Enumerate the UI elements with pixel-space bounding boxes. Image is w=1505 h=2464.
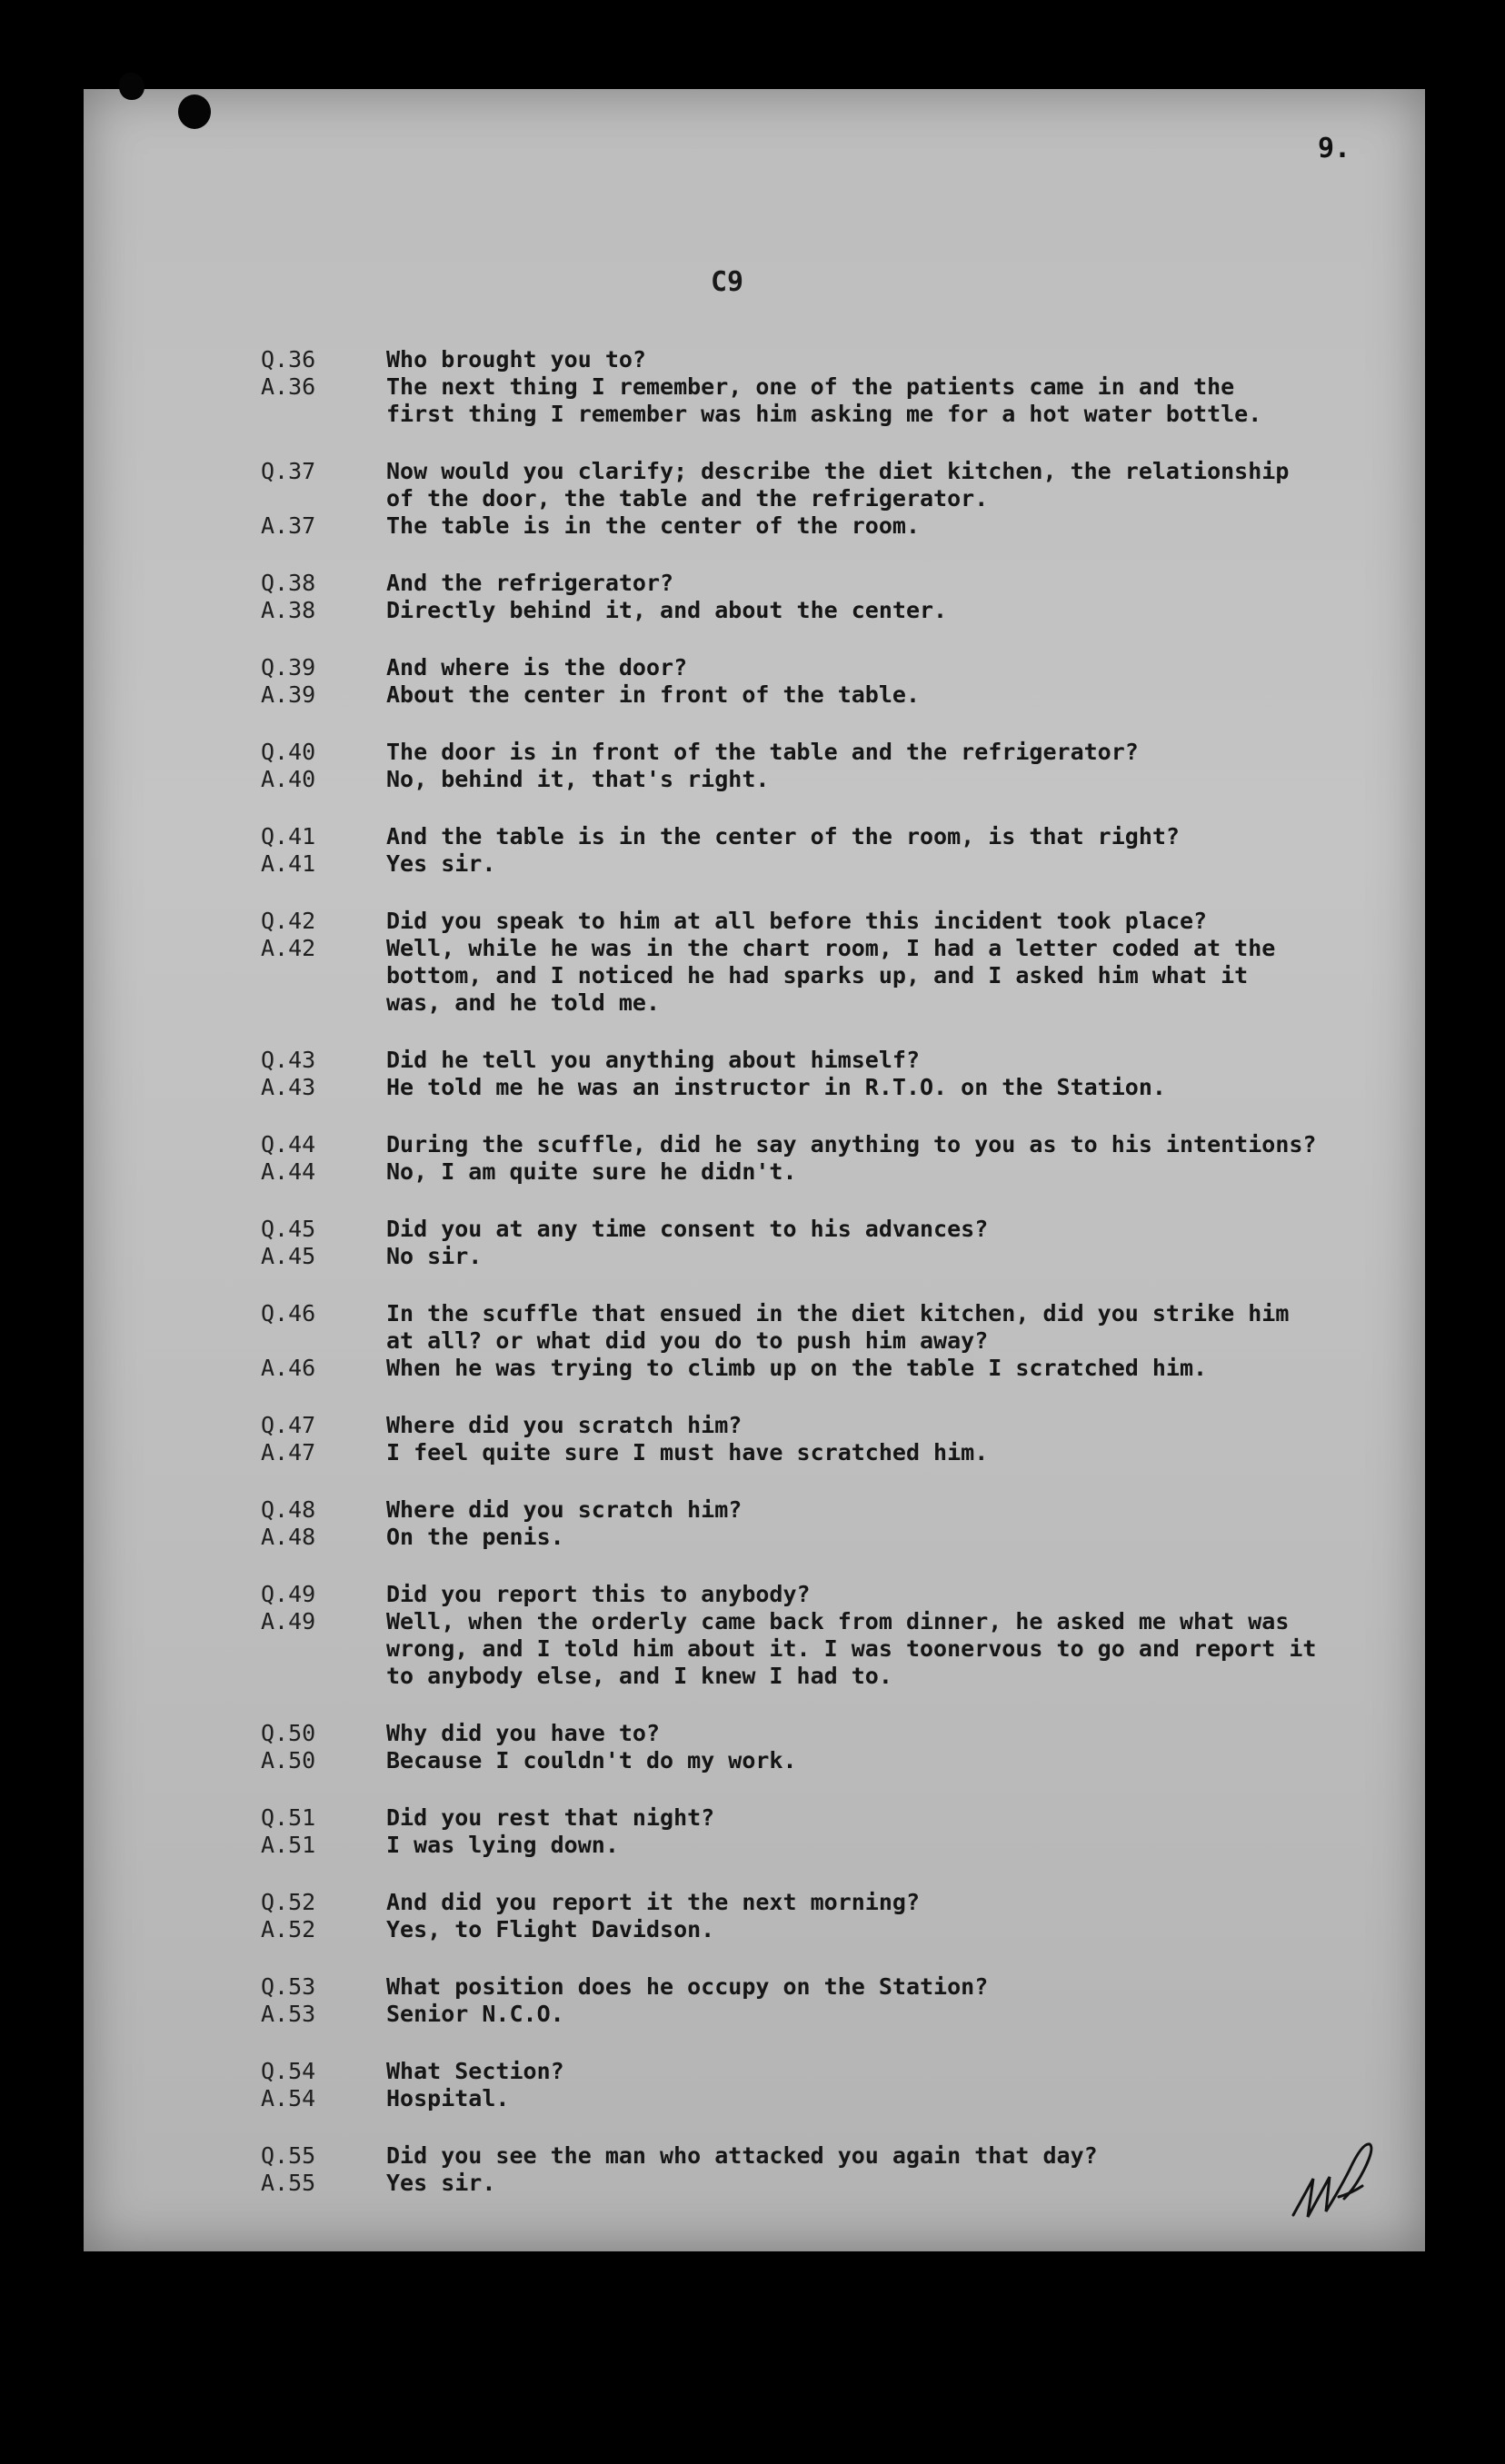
answer-number: A.41 [261, 850, 316, 877]
question-line [261, 2058, 1406, 2085]
qa-block [261, 1412, 1406, 1466]
question-text: What position does he occupy on the Station? [386, 1973, 989, 2000]
question-text: of the door, the table and the refrigerator. [386, 485, 989, 512]
qa-block [261, 1973, 1406, 2028]
answer-line [261, 1524, 1406, 1551]
answer-text: No, behind it, that's right. [386, 766, 770, 792]
question-number: Q.52 [261, 1889, 316, 1915]
question-line [261, 1889, 1406, 1916]
answer-number: A.45 [261, 1243, 316, 1269]
question-number: Q.53 [261, 1973, 316, 2000]
question-text: Did he tell you anything about himself? [386, 1047, 920, 1073]
answer-number: A.48 [261, 1524, 316, 1550]
answer-number: A.40 [261, 766, 316, 792]
question-number: Q.45 [261, 1216, 316, 1242]
qa-block [261, 739, 1406, 793]
answer-text: Yes sir. [386, 2170, 496, 2196]
answer-number: A.55 [261, 2170, 316, 2196]
qa-block [261, 346, 1406, 428]
question-number: Q.54 [261, 2058, 316, 2084]
question-line [261, 1216, 1406, 1243]
question-line [261, 485, 1406, 512]
qa-block [261, 570, 1406, 624]
answer-line [261, 935, 1406, 962]
question-line [261, 1300, 1406, 1327]
answer-text: Because I couldn't do my work. [386, 1747, 797, 1773]
answer-number: A.47 [261, 1439, 316, 1465]
question-text: And the table is in the center of the room, is that right? [386, 823, 1180, 849]
answer-text: first thing I remember was him asking me for a hot water bottle. [386, 401, 1262, 427]
answer-text: Senior N.C.O. [386, 2001, 564, 2027]
question-number: Q.44 [261, 1131, 316, 1157]
question-line [261, 1047, 1406, 1074]
question-number: Q.51 [261, 1804, 316, 1831]
answer-text: Well, while he was in the chart room, I had a letter coded at the [386, 935, 1276, 961]
question-line [261, 1973, 1406, 2001]
qa-block [261, 2142, 1406, 2197]
answer-text: Yes sir. [386, 850, 496, 877]
question-line [261, 2142, 1406, 2170]
answer-line [261, 681, 1406, 709]
answer-number: A.50 [261, 1747, 316, 1773]
answer-line [261, 373, 1406, 401]
answer-line [261, 1663, 1406, 1690]
qa-block [261, 654, 1406, 709]
page-number: 9. [1318, 133, 1351, 164]
qa-block [261, 1581, 1406, 1690]
answer-number: A.52 [261, 1916, 316, 1942]
question-line [261, 1131, 1406, 1158]
answer-text: On the penis. [386, 1524, 564, 1550]
question-number: Q.48 [261, 1496, 316, 1523]
answer-text: Directly behind it, and about the center. [386, 597, 948, 623]
answer-line [261, 1747, 1406, 1774]
answer-text: bottom, and I noticed he had sparks up, and I asked him what it [386, 962, 1249, 989]
question-text: at all? or what did you do to push him away? [386, 1327, 989, 1354]
question-text: Why did you have to? [386, 1720, 661, 1746]
answer-number: A.53 [261, 2001, 316, 2027]
answer-line [261, 962, 1406, 989]
question-number: Q.36 [261, 346, 316, 373]
qa-block [261, 1131, 1406, 1186]
question-number: Q.43 [261, 1047, 316, 1073]
answer-line [261, 1832, 1406, 1859]
question-number: Q.55 [261, 2142, 316, 2169]
question-text: And the refrigerator? [386, 570, 674, 596]
answer-line [261, 1916, 1406, 1943]
question-number: Q.39 [261, 654, 316, 681]
question-number: Q.47 [261, 1412, 316, 1438]
answer-line [261, 2085, 1406, 2112]
answer-text: No, I am quite sure he didn't. [386, 1158, 797, 1185]
question-number: Q.50 [261, 1720, 316, 1746]
answer-line [261, 766, 1406, 793]
answer-line [261, 1355, 1406, 1382]
answer-line [261, 512, 1406, 540]
question-text: Did you rest that night? [386, 1804, 715, 1831]
question-line [261, 823, 1406, 850]
answer-number: A.51 [261, 1832, 316, 1858]
question-number: Q.42 [261, 908, 316, 934]
question-line [261, 1327, 1406, 1355]
question-text: Who brought you to? [386, 346, 646, 373]
answer-line [261, 2170, 1406, 2197]
answer-text: to anybody else, and I knew I had to. [386, 1663, 892, 1689]
answer-line [261, 1439, 1406, 1466]
answer-number: A.38 [261, 597, 316, 623]
qa-block [261, 1047, 1406, 1101]
question-text: Did you report this to anybody? [386, 1581, 811, 1607]
answer-text: Yes, to Flight Davidson. [386, 1916, 715, 1942]
answer-line [261, 401, 1406, 428]
question-line [261, 346, 1406, 373]
answer-text: I feel quite sure I must have scratched him. [386, 1439, 989, 1465]
question-line [261, 570, 1406, 597]
punch-hole [178, 94, 211, 129]
answer-number: A.46 [261, 1355, 316, 1381]
handwritten-initials [1286, 2133, 1386, 2224]
answer-text: Well, when the orderly came back from dinner, he asked me what was [386, 1608, 1290, 1634]
qa-block [261, 1216, 1406, 1270]
qa-block [261, 1496, 1406, 1551]
qa-block [261, 1720, 1406, 1774]
question-line [261, 458, 1406, 485]
answer-number: A.36 [261, 373, 316, 400]
question-line [261, 1720, 1406, 1747]
answer-line [261, 1158, 1406, 1186]
qa-block [261, 1889, 1406, 1943]
question-line [261, 1496, 1406, 1524]
question-text: Where did you scratch him? [386, 1496, 743, 1523]
answer-text: The table is in the center of the room. [386, 512, 920, 539]
question-text: What Section? [386, 2058, 564, 2084]
answer-text: About the center in front of the table. [386, 681, 920, 708]
answer-text: No sir. [386, 1243, 483, 1269]
answer-number: A.42 [261, 935, 316, 961]
answer-number: A.43 [261, 1074, 316, 1100]
question-line [261, 654, 1406, 681]
transcript [261, 346, 1406, 2227]
question-line [261, 908, 1406, 935]
question-number: Q.40 [261, 739, 316, 765]
question-text: Did you speak to him at all before this incident took place? [386, 908, 1208, 934]
question-number: Q.38 [261, 570, 316, 596]
qa-block [261, 1300, 1406, 1382]
answer-line [261, 597, 1406, 624]
answer-line [261, 1243, 1406, 1270]
question-text: In the scuffle that ensued in the diet kitchen, did you strike him [386, 1300, 1290, 1326]
question-line [261, 1804, 1406, 1832]
qa-block [261, 2058, 1406, 2112]
answer-text: was, and he told me. [386, 989, 661, 1016]
question-number: Q.49 [261, 1581, 316, 1607]
answer-text: I was lying down. [386, 1832, 619, 1858]
question-text: And did you report it the next morning? [386, 1889, 920, 1915]
question-number: Q.46 [261, 1300, 316, 1326]
qa-block [261, 823, 1406, 878]
qa-block [261, 458, 1406, 540]
question-text: Did you see the man who attacked you again that day? [386, 2142, 1098, 2169]
answer-number: A.44 [261, 1158, 316, 1185]
question-text: Now would you clarify; describe the diet kitchen, the relationship [386, 458, 1290, 484]
qa-block [261, 1804, 1406, 1859]
answer-number: A.49 [261, 1608, 316, 1634]
answer-line [261, 1074, 1406, 1101]
answer-number: A.39 [261, 681, 316, 708]
answer-text: When he was trying to climb up on the table I scratched him. [386, 1355, 1208, 1381]
question-text: Did you at any time consent to his advances? [386, 1216, 989, 1242]
answer-line [261, 989, 1406, 1017]
question-number: Q.41 [261, 823, 316, 849]
question-number: Q.37 [261, 458, 316, 484]
answer-text: Hospital. [386, 2085, 510, 2111]
qa-block [261, 908, 1406, 1017]
question-line [261, 1581, 1406, 1608]
answer-line [261, 1608, 1406, 1635]
answer-text: wrong, and I told him about it. I was toonervous to go and report it [386, 1635, 1317, 1662]
header-mark: C9 [711, 266, 744, 298]
question-text: And where is the door? [386, 654, 688, 681]
answer-text: The next thing I remember, one of the patients came in and the [386, 373, 1235, 400]
question-line [261, 1412, 1406, 1439]
answer-line [261, 850, 1406, 878]
question-text: During the scuffle, did he say anything to you as to his intentions? [386, 1131, 1317, 1157]
answer-number: A.37 [261, 512, 316, 539]
question-text: The door is in front of the table and the refrigerator? [386, 739, 1139, 765]
answer-line [261, 2001, 1406, 2028]
answer-number: A.54 [261, 2085, 316, 2111]
punch-hole [119, 73, 145, 100]
answer-line [261, 1635, 1406, 1663]
question-line [261, 739, 1406, 766]
question-text: Where did you scratch him? [386, 1412, 743, 1438]
answer-text: He told me he was an instructor in R.T.O. on the Station. [386, 1074, 1166, 1100]
document-page [84, 89, 1425, 2251]
